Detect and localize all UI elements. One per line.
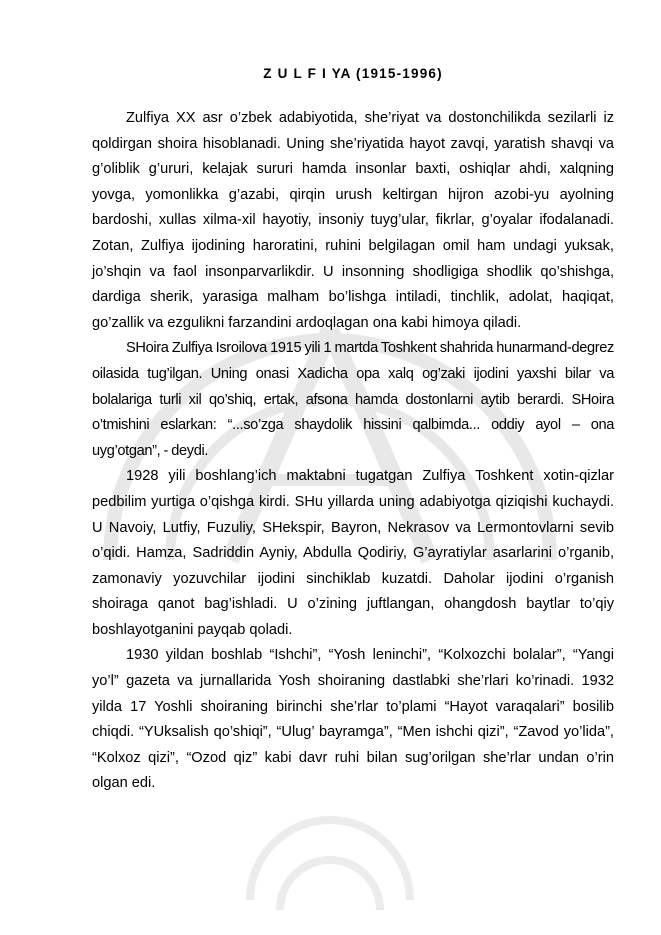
paragraph-4: 1930 yildan boshlab “Ishchi”, “Yosh leninchi”, “Kolxozchi bolalar”, “Yangi yo’l” gazeta va jurnallarida Yosh shoiraning dastlabki she’rlari ko’rinadi. 1932 yilda 17 Yoshli shoiraning birinchi she’rlar to’plami “Hayot varaqalari” bosilib chiqdi. “YUksalish qo’shiqi”, “Ulug’ bayramga”, “Men ishchi qizi”, “Zavod yo’lida”, “Kolxoz qizi”, “Ozod qiz” kabi davr ruhi bilan sug’orilgan she’rlar undan o’rin olgan edi. — [92, 647, 614, 792]
document-title: Z U L F I YA (1915-1996) — [263, 66, 443, 81]
document-page — [92, 64, 614, 797]
paragraph-1: Zulfiya XX asr o’zbek adabiyotida, she’riyat va dostonchilikda sezilarli iz qoldirgan shoira hisoblanadi. Uning she’riyatida hayot zavqi, yaratish shavqi va g’oliblik g’ururi, kelajak sururi hamda insonlar baxti, oshiqlar ahdi, xalqning yovga, yomonlikka g’azabi, qirqin urush keltirgan hijron azobi-yu ayolning bardoshi, xullas xilma-xil hayotiy, insoniy tuyg’ular, fikrlar, g’oyalar ifodalanadi. Zotan, Zulfiya ijodining haroratini, ruhini belgilagan omil ham undagi yuksak, jo’shqin va faol insonparvarlikdir. U insonning shodligiga shodlik qo’shishga, dardiga sherik, yarasiga malham bo’lishga intiladi, tinchlik, adolat, haqiqat, go’zallik va ezgulikni farzandini ardoqlagan ona kabi himoya qiladi. — [92, 110, 614, 331]
paragraph-2: SHoira Zulfiya Isroilova 1915 yili 1 martda Toshkent shahrida hunarmand-degrez oilasida tug’ilgan. Uning onasi Xadicha opa xalq og’zaki ijodini yaxshi bilar va bolalariga turli xil qo’shiq, ertak, afsona hamda dostonlarni aytib berardi. SHoira o’tmishini eslarkan: “...so’zga shaydolik hissini qalbimda... oddiy ayol – ona uyg’otgan”, - deydi. — [92, 340, 614, 459]
paragraph-3: 1928 yili boshlang’ich maktabni tugatgan Zulfiya Toshkent xotin-qizlar pedbilim yurtiga o’qishga kirdi. SHu yillarda uning adabiyotga qiziqishi kuchaydi. U Navoiy, Lutfiy, Fuzuliy, SHekspir, Bayron, Nekrasov va Lermontovlarni sevib o’qidi. Hamza, Sadriddin Ayniy, Abdulla Qodiriy, G’ayratiylar asarlarini o’rganib, zamonaviy yozuvchilar ijodini sinchiklab kuzatdi. Daholar ijodini o’rganish shoiraga qanot bag’ishladi. U o’zining juftlangan, ohangdosh baytlar to’qiy boshlayotganini payqab qoladi. — [92, 468, 614, 638]
